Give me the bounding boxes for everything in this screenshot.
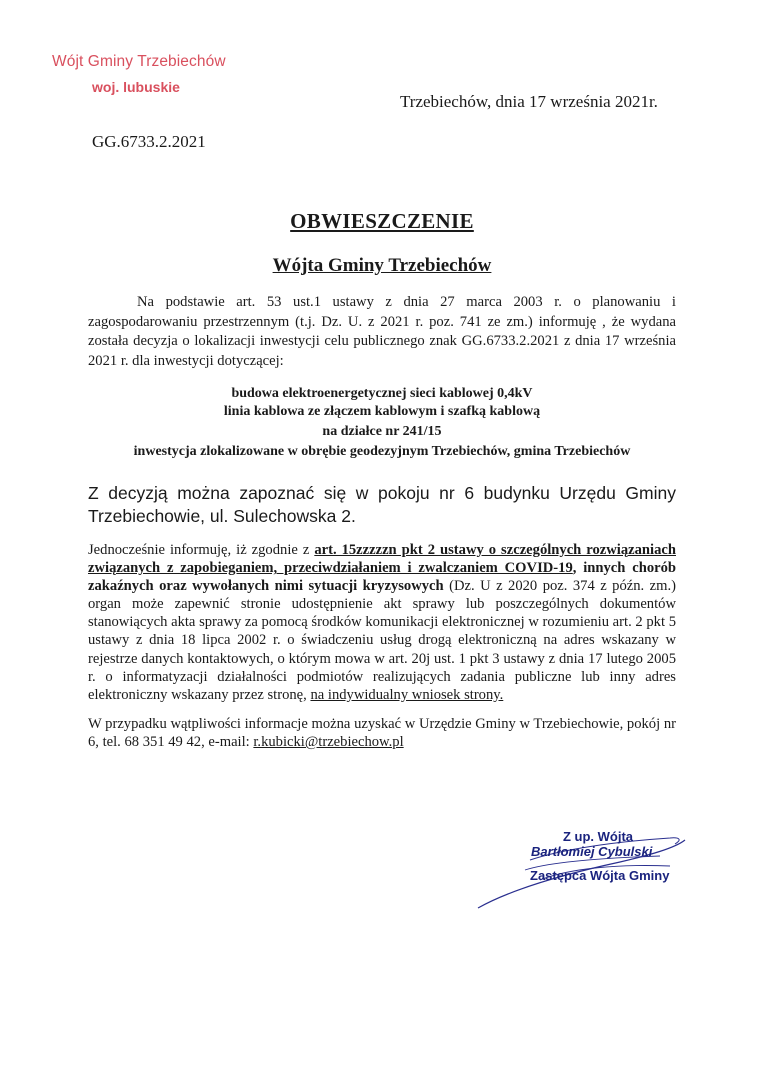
investment-line-4: inwestycja zlokalizowane w obrębie geodezyjnym Trzebiechów, gmina Trzebiechów: [133, 444, 631, 459]
intro-paragraph: [88, 293, 676, 371]
contact-paragraph: [88, 715, 676, 751]
signature-position: Zastępca Wójta Gminy: [530, 868, 670, 883]
document-title: OBWIESZCZENIE: [290, 209, 474, 233]
investment-line-3: na działce nr 241/15: [322, 424, 442, 439]
notice-request-phrase: na indywidualny wniosek strony.: [310, 686, 504, 703]
notice-text-2: (Dz. U z 2020 poz. 374 z późn. zm.) organ może zapewnić stronie udostępnienie akt sprawy lub poszczególnych dokumentów stanowiących akta sprawy za pomocą środków komunikacji elektronicznej w rozumieniu art. 2 pkt 5 ustawy z dnia 18 lipca 2002 r. o świadczeniu usług drogą elektroniczną na adres wskazany w rejestrze danych kontaktowych, o którym mowa w art. 20j ust. 1 pkt 3 ustawy z dnia 17 lutego 2005 r. o informatyzacji działalności podmiotów realizujących zadania publiczne lub inny adres elektroniczny wskazany przez stronę,: [88, 578, 676, 703]
notice-paragraph: [88, 541, 676, 704]
contact-text: W przypadku wątpliwości informacje można uzyskać w Urzędzie Gminy w Trzebiechowie, pokój nr 6, tel. 68 351 49 42, e-mail:: [88, 716, 676, 751]
office-stamp-region: woj. lubuskie: [92, 79, 180, 95]
reference-number: GG.6733.2.2021: [92, 132, 206, 151]
notice-legal-reference-cont: , innych chorób zakaźnych oraz wywołanych nimi sytuacji kryzysowych: [88, 560, 677, 595]
intro-text: Na podstawie art. 53 ust.1 ustawy z dnia 27 marca 2003 r. o planowaniu i zagospodarowaniu przestrzennym (t.j. Dz. U. z 2021 r. poz. 741 ze zm.) informuję , że wydana została decyzja o lokalizacji inwestycji celu publicznego znak GG.6733.2.2021 z dnia 17 września 2021 r. dla inwestycji dotyczącej:: [88, 294, 676, 369]
access-paragraph: Z decyzją można zapoznać się w pokoju nr 6 budynku Urzędu Gminy Trzebiechowie, ul. Sulechowska 2.: [88, 483, 676, 526]
signature-proxy-line: Z up. Wójta: [563, 829, 634, 844]
notice-legal-reference: art. 15zzzzzn pkt 2 ustawy o szczególnych rozwiązaniach związanych z zapobieganiem, przeciwdziałaniem i zwalczaniem COVID-19: [88, 542, 676, 577]
office-stamp-name: Wójt Gminy Trzebiechów: [52, 53, 226, 70]
place-and-date: Trzebiechów, dnia 17 września 2021r.: [400, 92, 658, 111]
document-subtitle: Wójta Gminy Trzebiechów: [272, 255, 492, 276]
signature-name: Bartłomiej Cybulski: [531, 844, 653, 859]
contact-email-link[interactable]: r.kubicki@trzebiechow.pl: [253, 734, 404, 751]
notice-text-1: Jednocześnie informuję, iż zgodnie z: [88, 542, 315, 558]
investment-line-2: linia kablowa ze złączem kablowym i szafką kablową: [223, 404, 541, 419]
investment-line-1: budowa elektroenergetycznej sieci kablowej 0,4kV: [231, 386, 533, 401]
